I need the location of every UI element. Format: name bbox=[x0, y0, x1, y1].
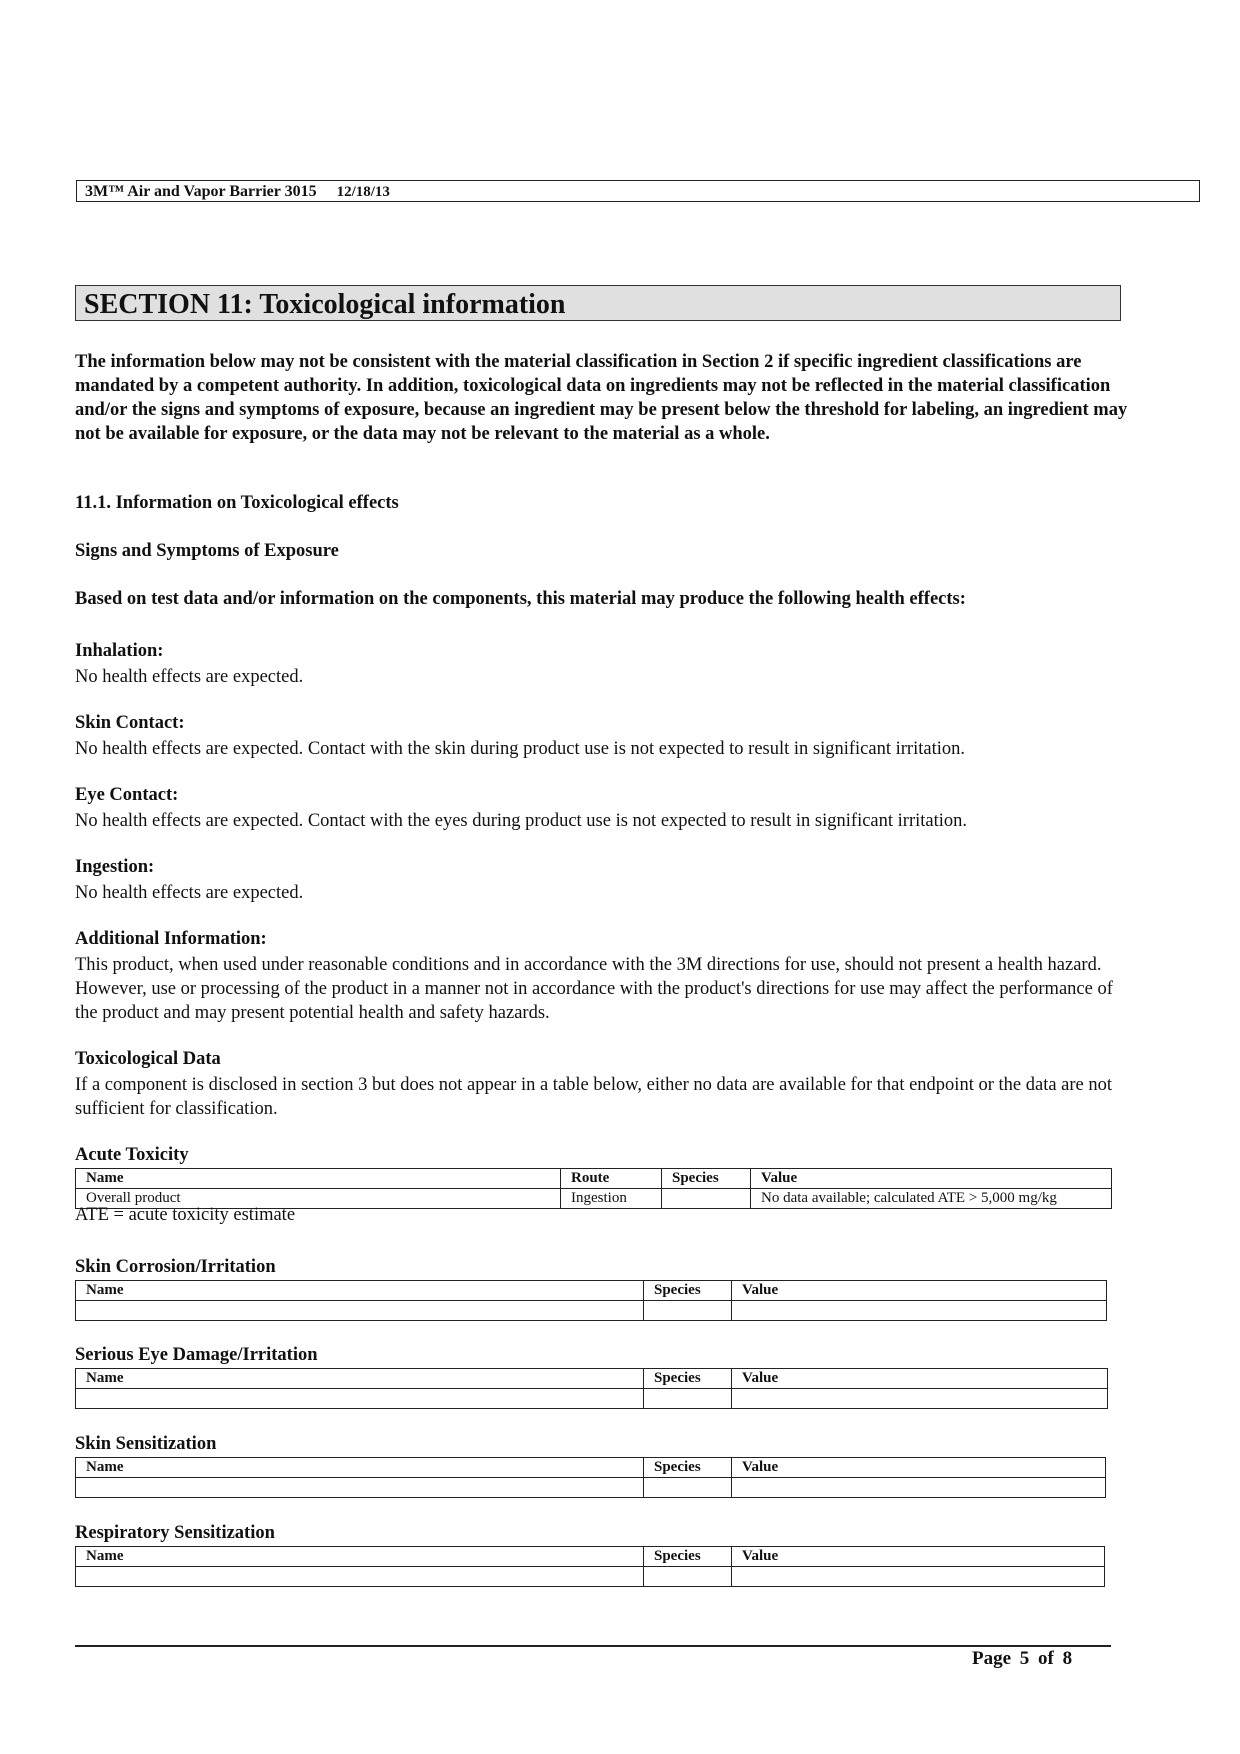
eye-damage-table bbox=[75, 1368, 1108, 1409]
col-name-header: Name bbox=[76, 1169, 561, 1189]
col-value-header: Value bbox=[732, 1547, 1105, 1567]
skin-sensitization-table bbox=[75, 1457, 1106, 1498]
col-value-header: Value bbox=[751, 1169, 1112, 1189]
skin-corrosion-title: Skin Corrosion/Irritation bbox=[75, 1257, 276, 1277]
acute-toxicity-title: Acute Toxicity bbox=[75, 1145, 189, 1165]
cell-name: Overall product bbox=[76, 1189, 561, 1209]
ingestion-label: Ingestion: bbox=[75, 857, 155, 877]
header-text bbox=[85, 183, 390, 201]
section-banner bbox=[75, 285, 1121, 321]
col-species-header: Species bbox=[644, 1369, 732, 1389]
based-on-statement: Based on test data and/or information on the components, this material may produce the following health effects: bbox=[75, 589, 966, 609]
page-number bbox=[972, 1648, 1072, 1670]
intro-paragraph: The information below may not be consistent with the material classification in Section 2 if specific ingredient classifications are mandated by a competent authority. In addition, toxicological data on ingredients may not be reflected in the material classification and/or the signs and symptoms of exposure, because an ingredient may be present below the threshold for labeling, an ingredient may not be available for exposure, or the data may not be relevant to the material as a whole. bbox=[75, 352, 1128, 444]
table-header-row bbox=[76, 1169, 1112, 1189]
additional-info-label: Additional Information: bbox=[75, 929, 267, 949]
col-species-header: Species bbox=[644, 1547, 732, 1567]
cell-name bbox=[76, 1567, 644, 1587]
col-species-header: Species bbox=[644, 1281, 732, 1301]
inhalation-text: No health effects are expected. bbox=[75, 667, 304, 687]
table-row bbox=[76, 1301, 1107, 1321]
skin-sensitization-title: Skin Sensitization bbox=[75, 1434, 217, 1454]
cell-value bbox=[732, 1478, 1106, 1498]
cell-name bbox=[76, 1389, 644, 1409]
col-name-header: Name bbox=[76, 1281, 644, 1301]
cell-value bbox=[732, 1389, 1108, 1409]
revision-date: 12/18/13 bbox=[336, 184, 390, 200]
cell-name bbox=[76, 1478, 644, 1498]
col-route-header: Route bbox=[561, 1169, 662, 1189]
inhalation-label: Inhalation: bbox=[75, 641, 164, 661]
product-name: 3M™ Air and Vapor Barrier 3015 bbox=[85, 183, 317, 200]
table-header-row bbox=[76, 1458, 1106, 1478]
tox-data-text: If a component is disclosed in section 3 but does not appear in a table below, either no data are available for that endpoint or the data are not sufficient for classification. bbox=[75, 1075, 1113, 1119]
col-name-header: Name bbox=[76, 1458, 644, 1478]
skin-corrosion-table bbox=[75, 1280, 1107, 1321]
cell-species bbox=[644, 1478, 732, 1498]
cell-value: No data available; calculated ATE > 5,000 mg/kg bbox=[751, 1189, 1112, 1209]
col-name-header: Name bbox=[76, 1547, 644, 1567]
col-value-header: Value bbox=[732, 1458, 1106, 1478]
skin-contact-text: No health effects are expected. Contact with the skin during product use is not expected to result in significant irritation. bbox=[75, 739, 965, 759]
additional-info-text: This product, when used under reasonable conditions and in accordance with the 3M directions for use, should not present a health hazard. However, use or processing of the product in a manner not in accordance with the product's directions for use may affect the performance of the product and may present potential health and safety hazards. bbox=[75, 955, 1113, 1023]
signs-heading: Signs and Symptoms of Exposure bbox=[75, 541, 339, 561]
table-header-row bbox=[76, 1369, 1108, 1389]
col-value-header: Value bbox=[732, 1369, 1108, 1389]
table-header-row bbox=[76, 1281, 1107, 1301]
cell-species bbox=[644, 1301, 732, 1321]
subsection-heading: 11.1. Information on Toxicological effects bbox=[75, 493, 399, 513]
cell-value bbox=[732, 1301, 1107, 1321]
ingestion-text: No health effects are expected. bbox=[75, 883, 304, 903]
col-species-header: Species bbox=[662, 1169, 751, 1189]
eye-contact-text: No health effects are expected. Contact with the eyes during product use is not expected to result in significant irritation. bbox=[75, 811, 968, 831]
page-label: Page bbox=[972, 1648, 1012, 1669]
col-species-header: Species bbox=[644, 1458, 732, 1478]
total-pages: 8 bbox=[1062, 1648, 1073, 1669]
respiratory-sensitization-table bbox=[75, 1546, 1105, 1587]
tox-data-label: Toxicological Data bbox=[75, 1049, 221, 1069]
table-row bbox=[76, 1389, 1108, 1409]
cell-route: Ingestion bbox=[561, 1189, 662, 1209]
of-label: of bbox=[1038, 1648, 1054, 1669]
eye-contact-label: Eye Contact: bbox=[75, 785, 179, 805]
cell-value bbox=[732, 1567, 1105, 1587]
cell-species bbox=[644, 1389, 732, 1409]
ate-note: ATE = acute toxicity estimate bbox=[75, 1205, 296, 1225]
document-header bbox=[76, 180, 1200, 202]
table-header-row bbox=[76, 1547, 1105, 1567]
col-value-header: Value bbox=[732, 1281, 1107, 1301]
cell-species bbox=[644, 1567, 732, 1587]
cell-name bbox=[76, 1301, 644, 1321]
current-page: 5 bbox=[1019, 1648, 1030, 1669]
table-row bbox=[76, 1567, 1105, 1587]
skin-contact-label: Skin Contact: bbox=[75, 713, 185, 733]
eye-damage-title: Serious Eye Damage/Irritation bbox=[75, 1345, 318, 1365]
col-name-header: Name bbox=[76, 1369, 644, 1389]
section-title: SECTION 11: Toxicological information bbox=[84, 289, 566, 320]
footer-divider bbox=[75, 1645, 1111, 1647]
respiratory-sensitization-title: Respiratory Sensitization bbox=[75, 1523, 275, 1543]
table-row bbox=[76, 1478, 1106, 1498]
